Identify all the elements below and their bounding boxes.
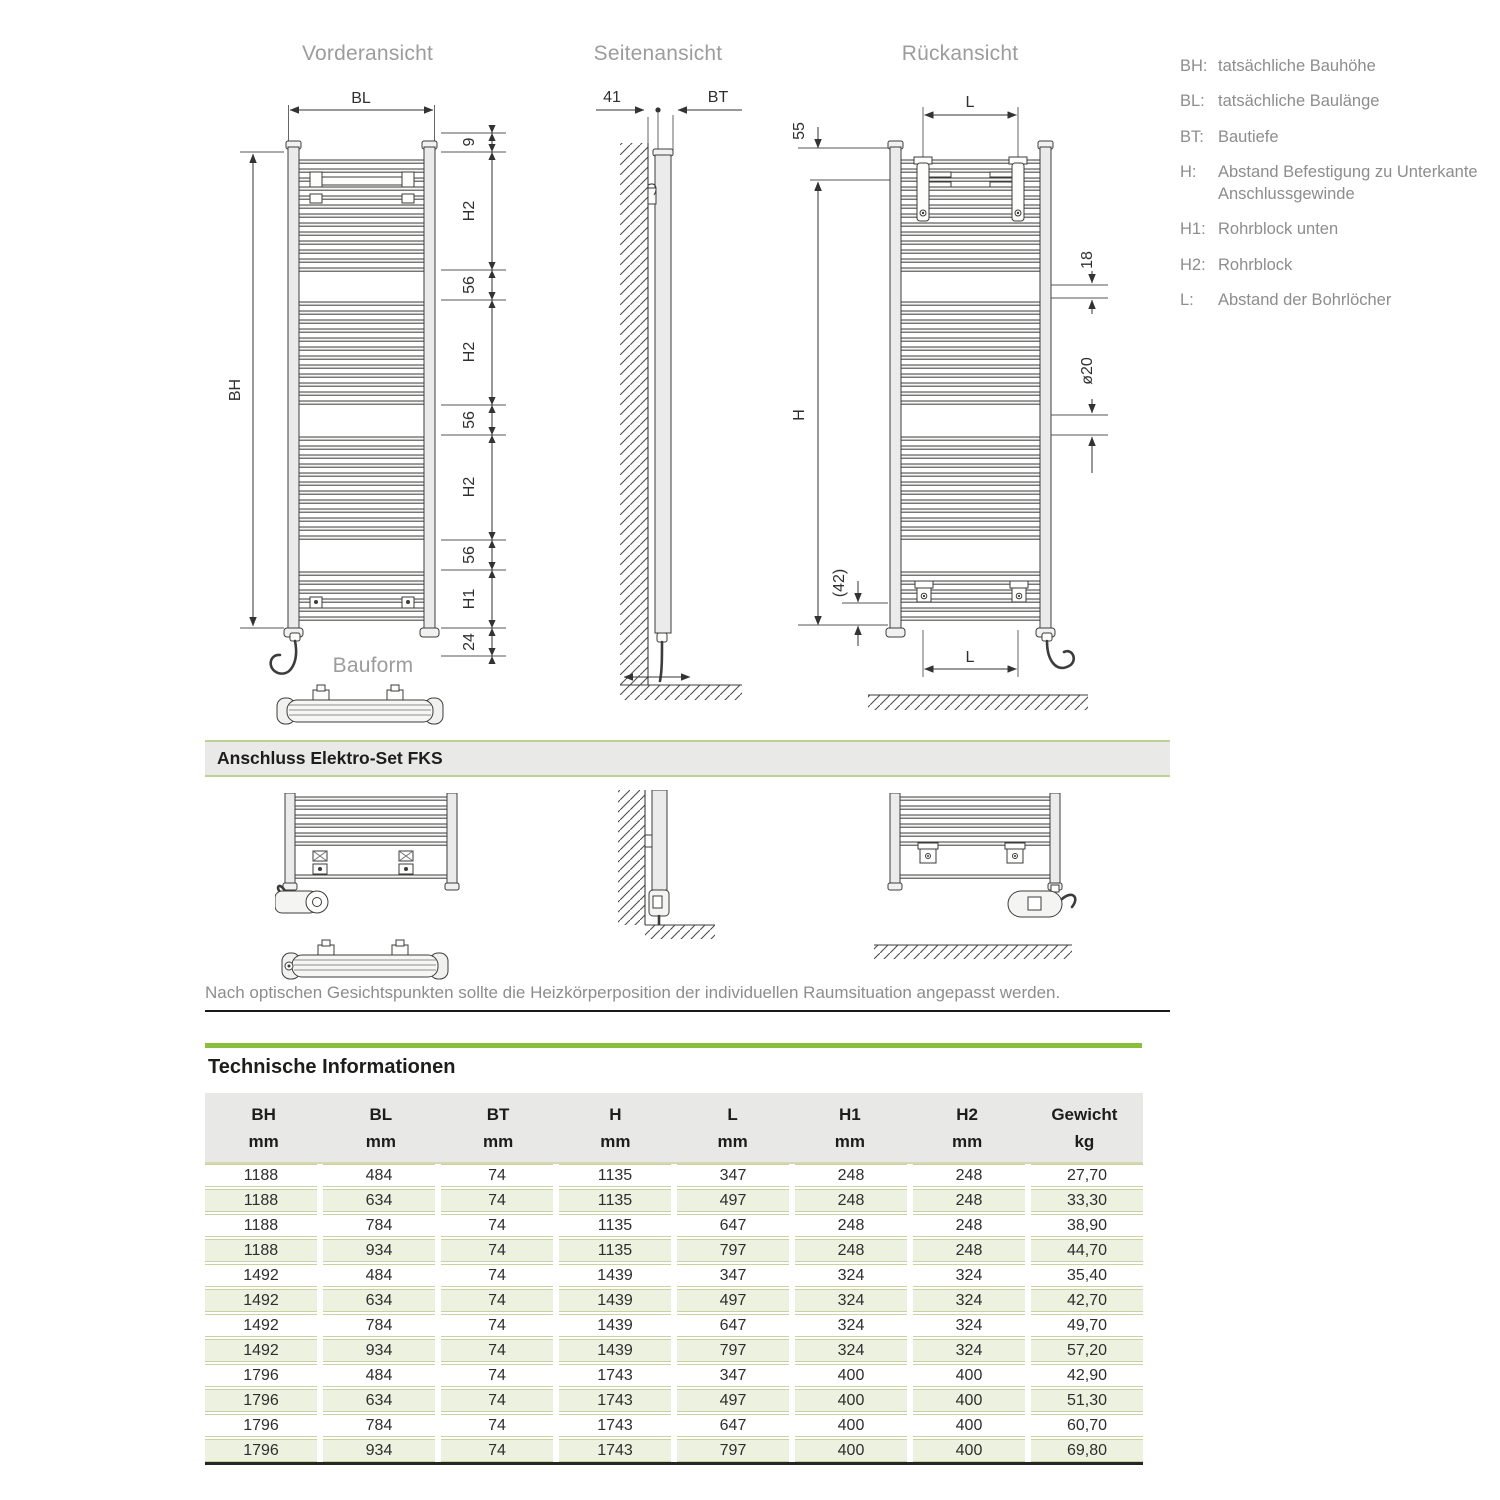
rung-group	[299, 302, 424, 404]
legend-desc: Bautiefe	[1218, 127, 1279, 146]
dim-label-9: 9	[461, 137, 478, 147]
table-cell: 27,70	[1031, 1164, 1143, 1187]
dim-label-42: (42)	[831, 568, 848, 598]
table-cell: 74	[441, 1439, 553, 1462]
tube-foot	[420, 628, 439, 637]
table-cell: 934	[323, 1339, 435, 1362]
table-cell: 1135	[559, 1189, 671, 1212]
table-cell: 74	[441, 1264, 553, 1287]
table-cell: 1796	[205, 1439, 317, 1462]
table-cell: 1492	[205, 1264, 317, 1287]
dim-label-56: 56	[461, 411, 478, 429]
column-header: BT mm	[483, 1105, 514, 1152]
table-cell: 1439	[559, 1289, 671, 1312]
radiator-profile	[652, 790, 667, 890]
table-cell: 33,30	[1031, 1189, 1143, 1212]
wall-bracket	[648, 188, 656, 204]
table-row	[205, 1164, 1143, 1187]
mounting-bar	[316, 177, 408, 185]
table-cell: 400	[795, 1389, 907, 1412]
table-cell: 74	[441, 1214, 553, 1237]
fks-side-drawing	[600, 790, 720, 960]
legend-desc: Rohrblock unten	[1218, 220, 1339, 239]
table-cell: 74	[441, 1314, 553, 1337]
column-header: BH mm	[248, 1105, 279, 1152]
section-banner	[205, 740, 1170, 777]
rung-group	[901, 302, 1040, 404]
fks-rear-drawing	[870, 793, 1080, 968]
table-cell: 1796	[205, 1364, 317, 1387]
table-cell: 400	[913, 1389, 1025, 1412]
table-cell: 1135	[559, 1164, 671, 1187]
table-cell: 1439	[559, 1314, 671, 1337]
table-cell: 1492	[205, 1289, 317, 1312]
dim-label-h2: H2	[461, 341, 478, 363]
table-cell: 324	[795, 1289, 907, 1312]
wall-bracket	[645, 835, 652, 847]
legend-term: BL:	[1180, 92, 1205, 111]
table-row	[205, 1189, 1143, 1212]
table-cell: 400	[795, 1439, 907, 1462]
table-cell: 60,70	[1031, 1414, 1143, 1437]
table-row	[205, 1364, 1143, 1387]
legend-term: H1:	[1180, 220, 1206, 239]
table-cell: 1188	[205, 1214, 317, 1237]
column-header: H mm	[600, 1105, 631, 1152]
side-view-drawing	[590, 85, 750, 705]
table-cell: 248	[795, 1164, 907, 1187]
table-cell: 400	[795, 1414, 907, 1437]
rung-group	[900, 797, 1050, 845]
table-cell: 1743	[559, 1389, 671, 1412]
dim-label-l: L	[965, 94, 975, 111]
table-cell: 1743	[559, 1439, 671, 1462]
column-header: L mm	[717, 1105, 748, 1152]
dim-label-h2: H2	[461, 476, 478, 498]
column-header: Gewicht kg	[1051, 1105, 1118, 1152]
table-header	[205, 1093, 1143, 1164]
legend-desc-line2: Anschlussgewinde	[1218, 184, 1355, 203]
table-cell: 484	[323, 1364, 435, 1387]
table-cell: 248	[913, 1214, 1025, 1237]
table-row	[205, 1439, 1143, 1462]
table-cell: 484	[323, 1164, 435, 1187]
table-cell: 784	[323, 1214, 435, 1237]
table-row	[205, 1239, 1143, 1262]
table-cell: 248	[795, 1214, 907, 1237]
left-tube	[288, 147, 299, 628]
dim-label-56: 56	[461, 546, 478, 564]
power-cable	[660, 642, 662, 681]
dim-label-bl: BL	[351, 90, 371, 107]
rung-group	[295, 797, 447, 845]
front-view-drawing	[220, 85, 540, 685]
positioning-note: Nach optischen Gesichtspunkten sollte die Heizkörperposition der individuellen Raumsituation angepasst werden.	[205, 983, 1061, 1002]
table-cell: 347	[677, 1264, 789, 1287]
right-tube	[1040, 147, 1051, 628]
table-cell: 38,90	[1031, 1214, 1143, 1237]
wall-hatch	[620, 143, 648, 685]
dim-label-l: L	[965, 649, 975, 666]
table-cell: 324	[913, 1314, 1025, 1337]
column-header: H2 mm	[952, 1105, 983, 1152]
dim-label-18: 18	[1079, 251, 1096, 269]
dim-label-h2: H2	[461, 200, 478, 222]
right-tube	[424, 147, 435, 628]
rear-view-title: Rückansicht	[901, 42, 1019, 65]
legend-item	[1180, 255, 1492, 276]
table-cell: 1188	[205, 1239, 317, 1262]
power-cable	[271, 641, 296, 674]
table-cell: 400	[795, 1364, 907, 1387]
element-cable	[1062, 895, 1075, 907]
legend-item	[1180, 91, 1492, 112]
table-cell: 35,40	[1031, 1264, 1143, 1287]
table-row	[205, 1389, 1143, 1412]
table-cell: 248	[795, 1239, 907, 1262]
table-cell: 324	[795, 1314, 907, 1337]
legend-item	[1180, 127, 1492, 148]
fks-topview-drawing	[280, 928, 450, 988]
table-cell: 647	[677, 1414, 789, 1437]
bauform-title: Bauform	[332, 654, 414, 677]
table-body	[205, 1164, 1143, 1465]
column-header: H1 mm	[834, 1105, 865, 1152]
table-row	[205, 1314, 1143, 1337]
table-cell: 74	[441, 1389, 553, 1412]
rung-group	[299, 572, 424, 620]
dim-label-55: 55	[791, 122, 808, 140]
table-cell: 400	[913, 1414, 1025, 1437]
legend-desc-line1: Abstand Befestigung zu Unterkante	[1218, 163, 1478, 182]
section-banner-title: Anschluss Elektro-Set FKS	[217, 748, 443, 768]
table-cell: 934	[323, 1439, 435, 1462]
table-cell: 324	[913, 1339, 1025, 1362]
table-cell: 634	[323, 1389, 435, 1412]
table-cell: 1439	[559, 1264, 671, 1287]
table-cell: 934	[323, 1239, 435, 1262]
table-cell: 647	[677, 1214, 789, 1237]
accent-green-bar	[205, 1043, 1142, 1048]
mounting-clip	[402, 172, 414, 187]
table-cell: 74	[441, 1339, 553, 1362]
table-cell: 74	[441, 1414, 553, 1437]
table-cell: 400	[913, 1439, 1025, 1462]
legend-item	[1180, 56, 1492, 77]
table-cell: 248	[913, 1164, 1025, 1187]
table-cell: 497	[677, 1389, 789, 1412]
table-cell: 797	[677, 1339, 789, 1362]
table-cell: 1135	[559, 1214, 671, 1237]
table-cell: 484	[323, 1264, 435, 1287]
legend-term: H2:	[1180, 255, 1206, 274]
table-cell: 347	[677, 1164, 789, 1187]
ground-hatch	[868, 695, 1088, 710]
legend-item	[1180, 290, 1492, 311]
divider-dark	[205, 1010, 1170, 1012]
rung-group	[299, 437, 424, 539]
dim-label-bt: BT	[707, 89, 729, 106]
table-cell: 74	[441, 1364, 553, 1387]
dim-label-dia20: ø20	[1079, 357, 1096, 385]
ground-hatch	[874, 945, 1072, 959]
table-cell: 324	[795, 1339, 907, 1362]
rear-view-drawing	[790, 85, 1120, 725]
mounting-clip	[402, 194, 414, 203]
dim-label-56: 56	[461, 276, 478, 294]
table-cell: 400	[913, 1364, 1025, 1387]
radiator-profile	[655, 155, 671, 633]
floor-hatch	[620, 685, 742, 700]
front-view-title: Vorderansicht	[301, 42, 433, 65]
table-cell: 797	[677, 1239, 789, 1262]
table-row	[205, 1339, 1143, 1362]
table-cell: 1135	[559, 1239, 671, 1262]
legend-desc: Abstand der Bohrlöcher	[1218, 291, 1392, 310]
legend-desc: tatsächliche Bauhöhe	[1218, 57, 1376, 75]
table-cell: 347	[677, 1364, 789, 1387]
legend-term: L:	[1180, 291, 1194, 310]
bauform-drawing	[275, 680, 445, 730]
side-view-title: Seitenansicht	[593, 42, 723, 65]
table-cell: 324	[913, 1264, 1025, 1287]
table-cell: 69,80	[1031, 1439, 1143, 1462]
table-cell: 324	[913, 1289, 1025, 1312]
fks-front-drawing	[275, 793, 475, 918]
table-cell: 784	[323, 1414, 435, 1437]
table-cell: 42,70	[1031, 1289, 1143, 1312]
table-cell: 634	[323, 1289, 435, 1312]
legend-term: BT:	[1180, 127, 1204, 146]
table-cell: 634	[323, 1189, 435, 1212]
table-cell: 74	[441, 1239, 553, 1262]
table-row	[205, 1414, 1143, 1437]
dim-label-24: 24	[461, 633, 478, 651]
table-title: Technische Informationen	[208, 1056, 456, 1078]
table-cell: 1743	[559, 1414, 671, 1437]
technical-table	[205, 1093, 1143, 1465]
table-row	[205, 1214, 1143, 1237]
table-cell: 248	[795, 1189, 907, 1212]
table-cell: 1439	[559, 1339, 671, 1362]
table-cell: 497	[677, 1189, 789, 1212]
table-cell: 797	[677, 1439, 789, 1462]
table-cell: 74	[441, 1289, 553, 1312]
mounting-clip	[310, 194, 322, 203]
dim-label-h: H	[791, 409, 808, 421]
dim-label-41: 41	[603, 89, 621, 106]
table-cell: 248	[913, 1239, 1025, 1262]
table-cell: 1188	[205, 1189, 317, 1212]
legend-term: H:	[1180, 163, 1197, 182]
table-cell: 74	[441, 1189, 553, 1212]
table-cell: 57,20	[1031, 1339, 1143, 1362]
table-cell: 1796	[205, 1389, 317, 1412]
left-tube	[890, 147, 901, 628]
cable-connector	[657, 633, 667, 642]
floor-hatch	[645, 925, 715, 939]
table-cell: 647	[677, 1314, 789, 1337]
rung-group	[901, 437, 1040, 539]
legend-term: BH:	[1180, 57, 1208, 75]
table-cell: 1492	[205, 1339, 317, 1362]
table-cell: 51,30	[1031, 1389, 1143, 1412]
wall-hatch	[618, 790, 645, 925]
table-row	[205, 1289, 1143, 1312]
dim-label-h1: H1	[461, 588, 478, 610]
legend-item	[1180, 162, 1492, 205]
table-cell: 1188	[205, 1164, 317, 1187]
table-row	[205, 1264, 1143, 1287]
legend	[1180, 56, 1492, 326]
table-cell: 1743	[559, 1364, 671, 1387]
power-cable	[1047, 641, 1074, 668]
table-cell: 44,70	[1031, 1239, 1143, 1262]
legend-desc: Rohrblock	[1218, 255, 1293, 274]
table-cell: 49,70	[1031, 1314, 1143, 1337]
table-cell: 1796	[205, 1414, 317, 1437]
table-cell: 42,90	[1031, 1364, 1143, 1387]
table-cell: 248	[913, 1189, 1025, 1212]
legend-desc	[1218, 162, 1492, 205]
table-cell: 784	[323, 1314, 435, 1337]
table-cell: 324	[795, 1264, 907, 1287]
mounting-clip	[310, 172, 322, 187]
column-header: BL mm	[365, 1105, 396, 1152]
table-cell: 74	[441, 1164, 553, 1187]
dim-label-bh: BH	[227, 378, 244, 402]
legend-desc: tatsächliche Baulänge	[1218, 92, 1380, 111]
legend-item	[1180, 219, 1492, 240]
table-cell: 497	[677, 1289, 789, 1312]
table-cell: 1492	[205, 1314, 317, 1337]
